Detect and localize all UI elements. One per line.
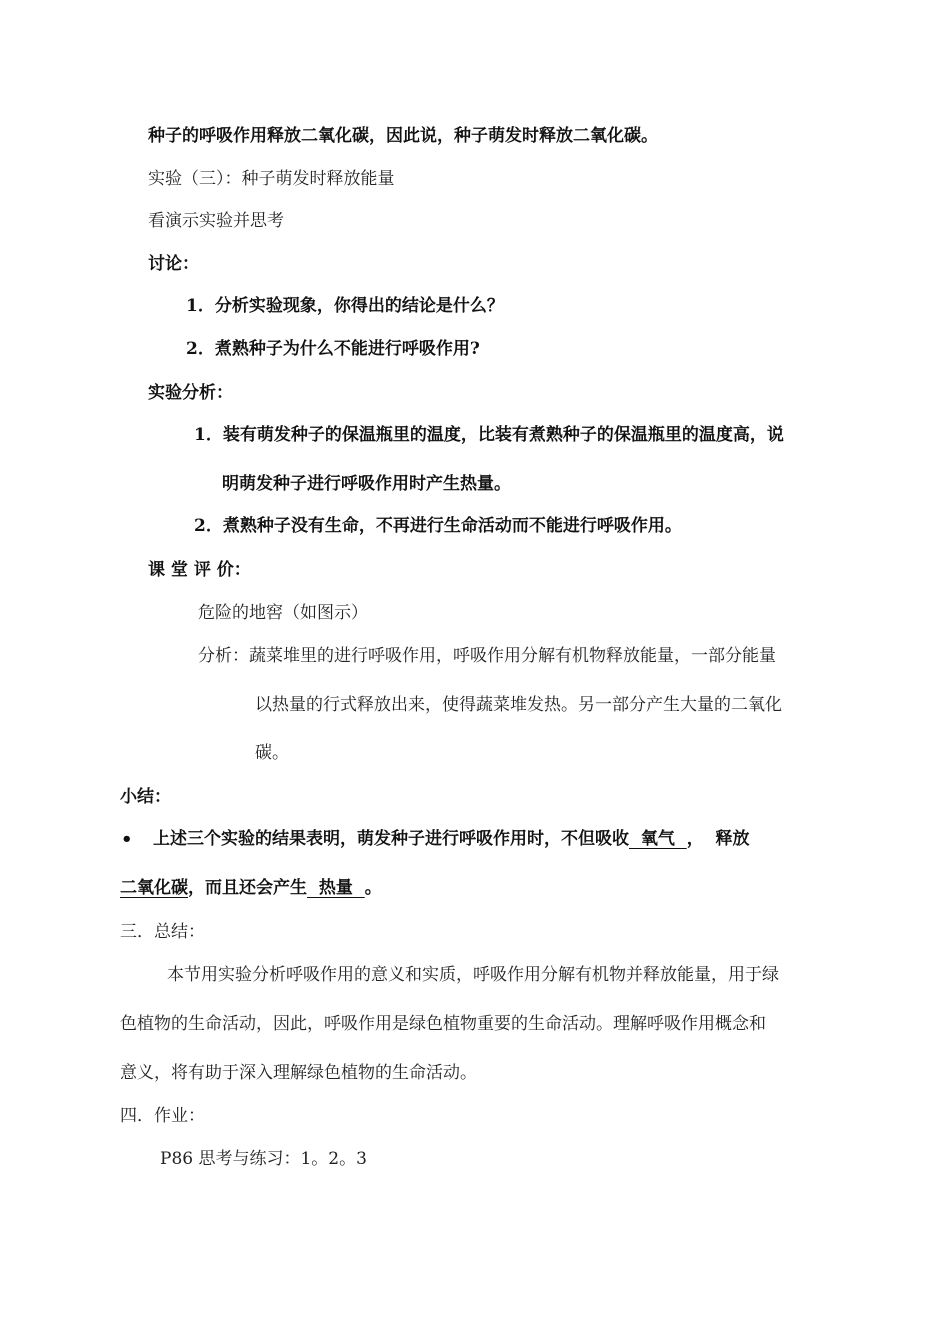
bullet-icon: • — [121, 829, 133, 850]
evaluation-analysis-line-2: 以热量的行式释放出来，使得蔬菜堆发热。另一部分产生大量的二氧化 — [255, 695, 782, 715]
discussion-item-2: 2．煮熟种子为什么不能进行呼吸作用? — [186, 339, 480, 359]
blank-carbon-dioxide: 二氧化碳 — [120, 878, 188, 898]
blank-heat: 热量 — [307, 878, 365, 898]
analysis-item-1-line-1: 1．装有萌发种子的保温瓶里的温度，比装有煮熟种子的保温瓶里的温度高，说 — [194, 425, 784, 445]
analysis-item-2: 2．煮熟种子没有生命，不再进行生命活动而不能进行呼吸作用。 — [194, 516, 682, 536]
experiment-3-title: 实验（三）：种子萌发时释放能量 — [148, 169, 395, 189]
summary-heading: 小结： — [120, 787, 171, 807]
homework-text: P86 思考与练习：1。2。3 — [160, 1149, 367, 1169]
discussion-item-1: 1．分析实验现象，你得出的结论是什么？ — [186, 296, 504, 316]
summary-text-1: 上述三个实验的结果表明，萌发种子进行呼吸作用时，不但吸收 — [153, 829, 629, 849]
conclusion-heading: 三．总结： — [120, 922, 205, 942]
analysis-item-1-line-2: 明萌发种子进行呼吸作用时产生热量。 — [222, 474, 511, 494]
summary-text-3: ，而且还会产生 — [188, 878, 307, 898]
summary-line-2 — [120, 880, 382, 897]
evaluation-case: 危险的地窖（如图示） — [198, 603, 368, 623]
analysis-heading: 实验分析： — [148, 383, 233, 403]
evaluation-heading: 课 堂 评 价： — [148, 560, 251, 580]
summary-line-1 — [153, 831, 750, 848]
conclusion-line-3: 意义，将有助于深入理解绿色植物的生命活动。 — [120, 1063, 477, 1083]
conclusion-line-2: 色植物的生命活动，因此，呼吸作用是绿色植物重要的生命活动。理解呼吸作用概念和 — [120, 1014, 766, 1034]
summary-text-4: 。 — [364, 878, 382, 898]
evaluation-analysis-line-3: 碳。 — [255, 743, 289, 763]
watch-demo-text: 看演示实验并思考 — [148, 211, 284, 231]
blank-oxygen: 氧气 — [629, 829, 687, 849]
conclusion-line-1: 本节用实验分析呼吸作用的意义和实质，呼吸作用分解有机物并释放能量，用于绿 — [167, 965, 779, 985]
evaluation-analysis-line-1: 分析：蔬菜堆里的进行呼吸作用，呼吸作用分解有机物释放能量，一部分能量 — [198, 646, 776, 666]
summary-text-2: ， 释放 — [686, 829, 750, 849]
homework-heading: 四．作业： — [120, 1106, 205, 1126]
discussion-heading: 讨论： — [148, 254, 199, 274]
paragraph-conclusion-co2: 种子的呼吸作用释放二氧化碳，因此说，种子萌发时释放二氧化碳。 — [148, 126, 658, 146]
